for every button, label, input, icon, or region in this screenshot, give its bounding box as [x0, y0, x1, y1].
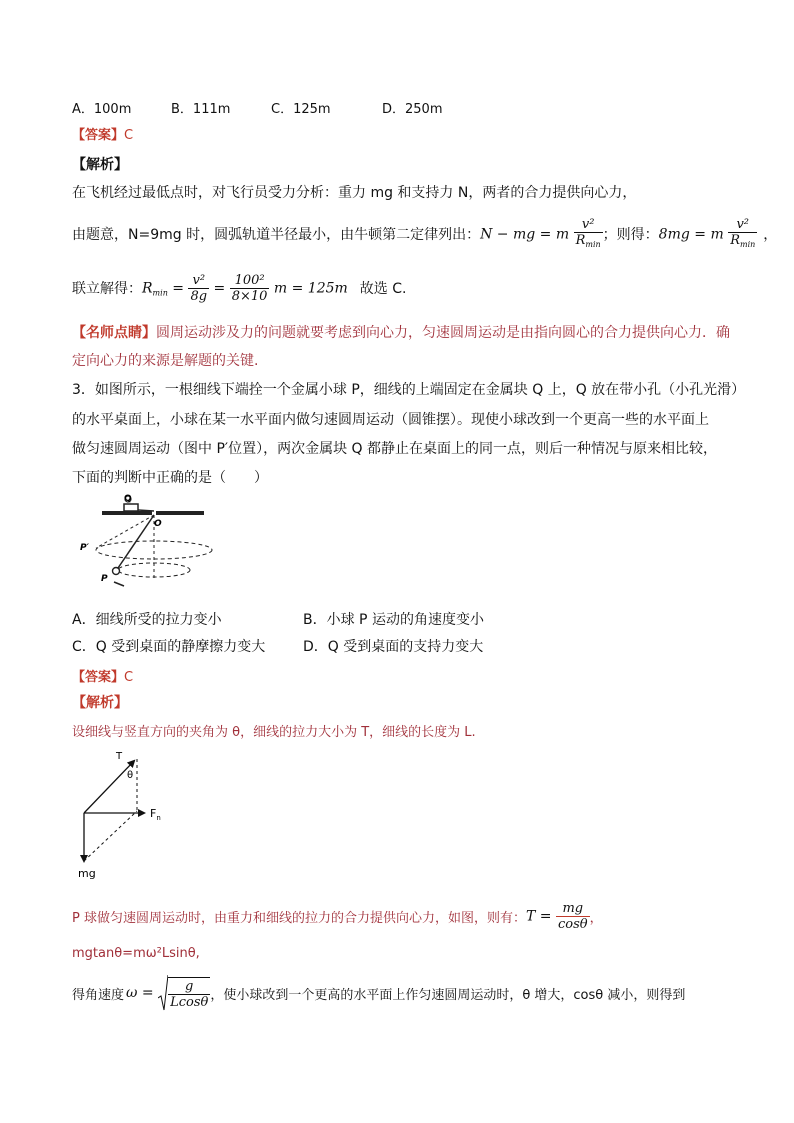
- eq2-comma: ，: [763, 227, 778, 243]
- teacher-tip-line2: 定向心力的来源是解题的关键.: [72, 353, 259, 369]
- analysis2-line1: 设细线与竖直方向的夹角为 θ，细线的拉力大小为 T，细线的长度为 L.: [72, 725, 476, 740]
- eq1-fraction: [574, 217, 603, 252]
- eq2-num: v²: [728, 217, 757, 233]
- q3-option-a: A．细线所受的拉力变小: [72, 612, 222, 628]
- eq1-lhs: N − mg = m: [480, 226, 570, 242]
- analysis1-line2: [72, 212, 777, 256]
- label-q: Q: [124, 494, 132, 504]
- option-d: D．250m: [382, 102, 443, 117]
- string-on-table: [138, 510, 154, 511]
- resultant-dashed: [84, 811, 137, 861]
- force-diagram: [72, 745, 182, 885]
- answer-label-text: 【答案】: [72, 128, 125, 143]
- ball-p: [113, 568, 120, 575]
- t-comma: ，: [589, 910, 603, 926]
- t-lhs: T =: [525, 908, 552, 924]
- eq3-tail: m = 125m: [273, 280, 348, 296]
- eq1-den-r: R: [575, 232, 586, 248]
- q3-option-b: B．小球 P 运动的角速度变小: [303, 612, 484, 628]
- option-b: B．111m: [171, 102, 231, 117]
- answer-label-1: [72, 124, 133, 143]
- eq1-den: [574, 233, 603, 252]
- eq3-r-sub: min: [152, 288, 168, 297]
- motion-tick: [114, 582, 124, 586]
- analysis-label-1: 【解析】: [72, 157, 128, 173]
- eq2-fraction: [728, 217, 757, 252]
- analysis1-line3: [72, 266, 406, 310]
- q3-line3: 做匀速圆周运动（图中 P′位置），两次金属块 Q 都静止在桌面上的同一点，则后一种情况与原来相比较，: [72, 441, 717, 457]
- eq3-frac2: [230, 273, 270, 304]
- newton-equation: [480, 217, 603, 252]
- eq2-den-r: R: [730, 232, 740, 248]
- analysis1-line2-text: 由题意，N=9mg 时，圆弧轨道半径最小，由牛顿第二定律列出：: [72, 227, 481, 243]
- q3-line4: 下面的判断中正确的是（ ）: [72, 470, 268, 486]
- omega-num: g: [168, 979, 210, 995]
- eq1-num: v²: [574, 217, 603, 233]
- tension-formula: [526, 901, 590, 932]
- radius-result: $R_{min}$ = $\frac{\text{v²}}{8g}$ = $\frac{\text{100²}}{8\times 10}$ m = 125m: [142, 272, 348, 304]
- label-fn-sub: n: [156, 814, 161, 822]
- teacher-tip-label: 【名师点睛】: [72, 325, 156, 341]
- table-right: [156, 511, 204, 515]
- option-a: A．100m: [72, 102, 132, 117]
- analysis1-line3-suffix: 故选 C.: [359, 281, 407, 297]
- eq2-den: [728, 233, 757, 252]
- analysis2-line2: [72, 896, 603, 936]
- teacher-tip-text: 圆周运动涉及力的问题就要考虑到向心力，匀速圆周运动是由指向圆心的合力提供向心力．确: [156, 325, 730, 341]
- string-to-p-prime: [96, 515, 154, 548]
- eq3-frac1-den: 8g: [190, 288, 208, 304]
- sqrt-sign: [158, 974, 210, 1012]
- label-o: O: [154, 519, 162, 529]
- eq2-lhs: 8mg = m: [658, 226, 724, 242]
- label-fn: [150, 807, 161, 822]
- t-num: mg: [556, 901, 590, 917]
- t-den: cosθ: [557, 916, 588, 932]
- tension-arrow: [84, 761, 134, 813]
- analysis2-line4-suffix: ，使小球改到一个更高的水平面上作匀速圆周运动时，θ 增大，cosθ 减小，则得到: [210, 987, 686, 1003]
- eq2-den-sub: min: [739, 239, 756, 249]
- analysis2-line4-prefix: 得角速度: [72, 987, 125, 1003]
- eq3-frac2-num: 100²: [230, 273, 270, 289]
- teacher-tip-line1: [72, 322, 730, 342]
- q3-option-d: D．Q 受到桌面的支持力变大: [303, 639, 484, 655]
- label-p: P: [101, 574, 108, 584]
- analysis-label-2: 【解析】: [72, 695, 128, 711]
- label-theta: θ: [127, 770, 134, 781]
- eq3-frac1-num: v²: [188, 273, 209, 289]
- label-p-prime: P′: [80, 543, 89, 553]
- q3-line2: 的水平桌面上，小球在某一水平面内做匀速圆周运动（圆锥摆）。现使小球改到一个更高一些的水平面上: [72, 412, 709, 428]
- string-to-p: [118, 515, 154, 568]
- label-fn-main: F: [150, 807, 157, 820]
- analysis1-line3-text: 联立解得：: [72, 281, 142, 297]
- analysis1-line2-middle: ；则得：: [602, 227, 659, 243]
- answer-label-2: [72, 666, 133, 685]
- analysis1-line1: 在飞机经过最低点时，对飞行员受力分析：重力 mg 和支持力 N，两者的合力提供向心力，: [72, 185, 637, 201]
- q3-line1: 3．如图所示，一根细线下端拴一个金属小球 P，细线的上端固定在金属块 Q 上，Q 放在带小孔（小孔光滑）: [72, 382, 746, 398]
- omega-den: Lcosθ: [170, 994, 209, 1010]
- analysis2-line3: mgtanθ=mω²Lsinθ,: [72, 946, 200, 961]
- eq3-frac1: [188, 273, 209, 304]
- label-mg: mg: [78, 867, 96, 880]
- answer2-value: C: [124, 670, 134, 685]
- eq3-r: R: [142, 280, 153, 296]
- label-t: T: [116, 751, 123, 762]
- omega-lhs: ω =: [126, 985, 154, 1001]
- option-c: C．125m: [271, 102, 331, 117]
- sqrt-radical: [158, 974, 168, 1012]
- answer2-label-text: 【答案】: [72, 670, 125, 685]
- omega-fraction: [168, 977, 210, 1010]
- eq3-frac2-den: 8×10: [231, 288, 268, 304]
- analysis2-line4: [72, 970, 685, 1016]
- eq2: [659, 217, 758, 252]
- upper-orbit: [96, 541, 212, 559]
- eq1-den-sub: min: [585, 239, 601, 249]
- block-q: [124, 504, 138, 511]
- analysis2-line2-text: P 球做匀速圆周运动时，由重力和细线的拉力的合力提供向心力，如图，则有：: [72, 910, 526, 926]
- q3-option-c: C．Q 受到桌面的静摩擦力变大: [72, 639, 266, 655]
- t-fraction: [556, 901, 590, 932]
- answer-value: C: [124, 128, 134, 143]
- omega-formula: [126, 974, 210, 1012]
- conical-pendulum-figure: [70, 490, 220, 594]
